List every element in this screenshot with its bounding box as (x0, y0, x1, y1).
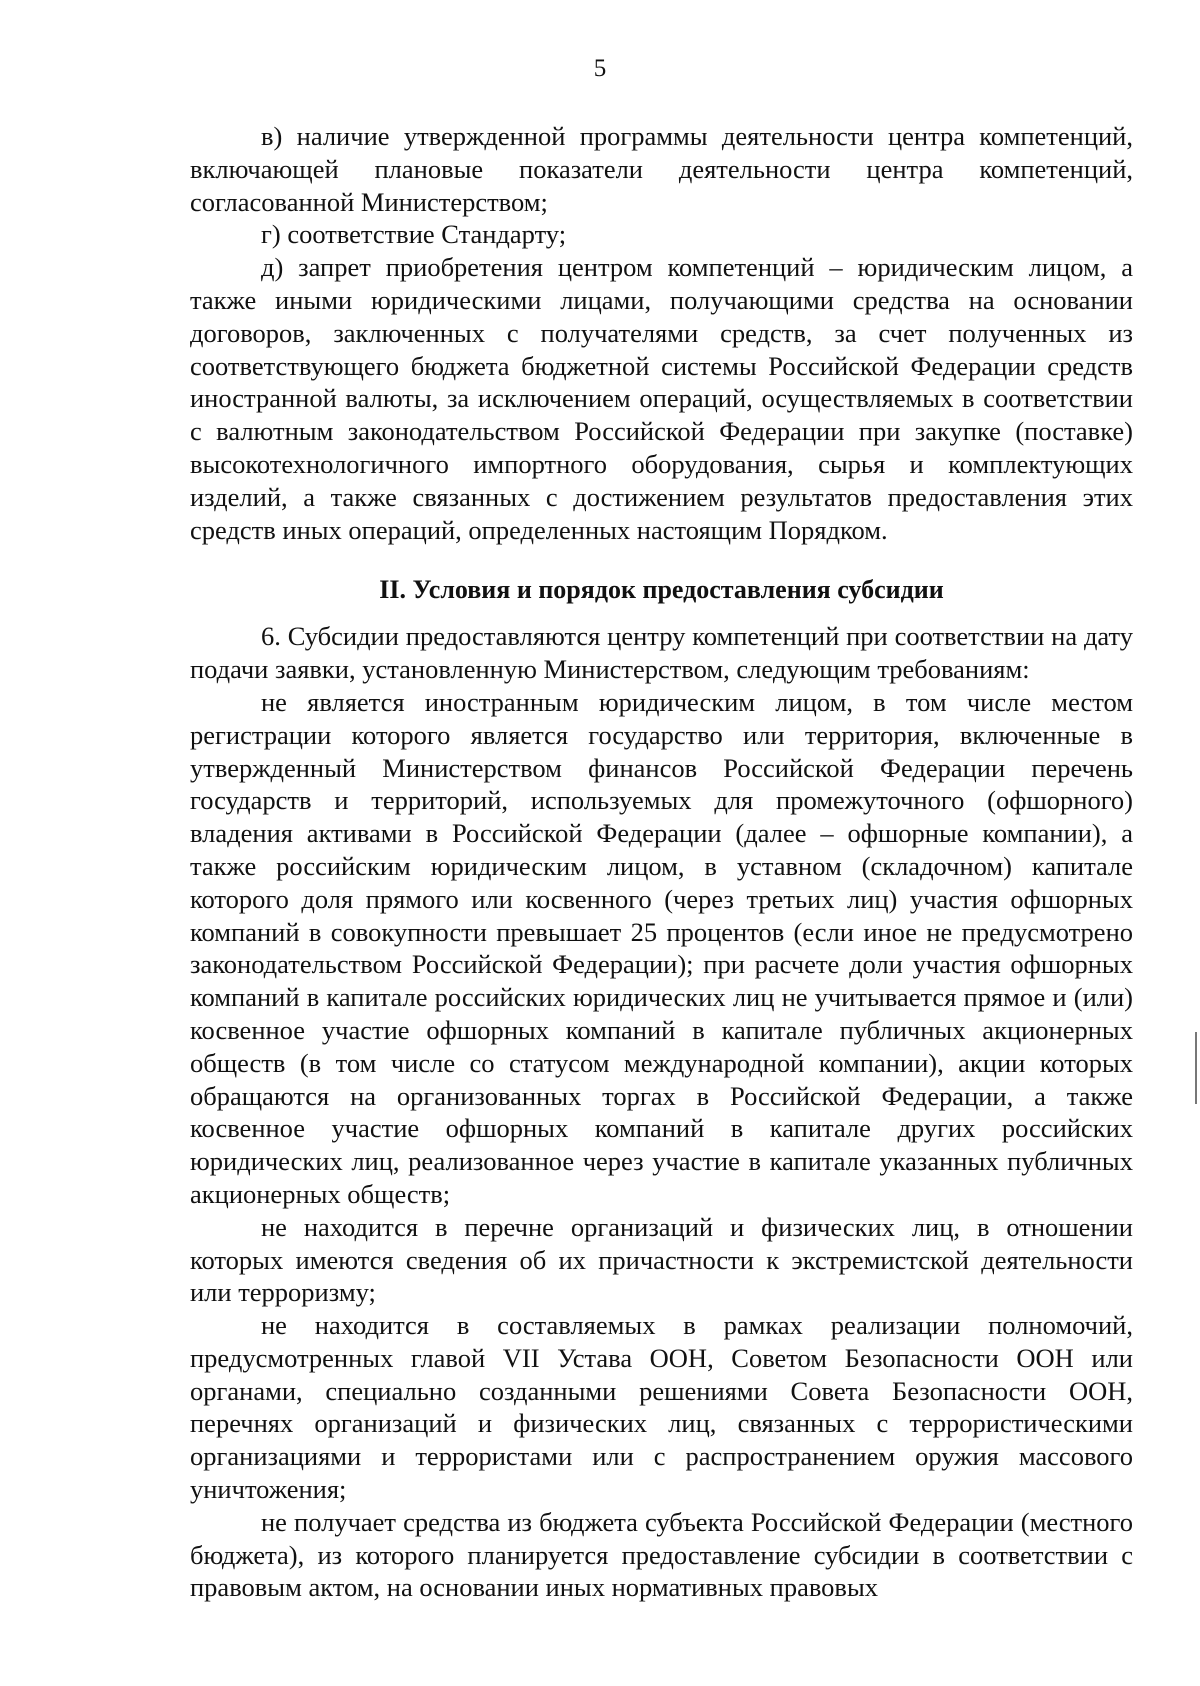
section-heading: II. Условия и порядок предоставления субсидии (379, 575, 944, 605)
paragraph-un-sanctions-requirement: не находится в составляемых в рамках реализации полномочий, предусмотренных главой VII Устава ООН, Советом Безопасности ООН или органами, специально созданными решениями Совета Безопасности ООН, перечнях организаций и физических лиц, связанных с террористическими организациями и террористами или с распространением оружия массового уничтожения; (190, 1310, 1133, 1505)
paragraph-clause-6: 6. Субсидии предоставляются центру компетенций при соответствии на дату подачи заявки, установленную Министерством, следующим требованиям: (190, 621, 1133, 685)
paragraph-budget-funds-requirement: не получает средства из бюджета субъекта Российской Федерации (местного бюджета), из которого планируется предоставление субсидии в соответствии с правовым актом, на основании иных нормативных правовых (190, 1506, 1133, 1603)
paragraph-item-g: г) соответствие Стандарту; (261, 219, 567, 250)
page-number: 5 (593, 55, 607, 82)
paragraph-offshore-requirement: не является иностранным юридическим лицом, в том числе местом регистрации которого является государство или территория, включенные в утвержденный Министерством финансов Российской Федерации перечень государств и территорий, используемых для промежуточного (офшорного) владения активами в Российской Федерации (далее – офшорные компании), а также российским юридическим лицом, в уставном (складочном) капитале которого доля прямого или косвенного (через третьих лиц) участия офшорных компаний в совокупности превышает 25 процентов (если иное не предусмотрено законодательством Российской Федерации); при расчете доли участия офшорных компаний в капитале российских юридических лиц не учитывается прямое и (или) косвенное участие офшорных компаний в капитале публичных акционерных обществ (в том числе со статусом международной компании), акции которых обращаются на организованных торгах в Российской Федерации, а также косвенное участие офшорных компаний в капитале других российских юридических лиц, реализованное через участие в капитале указанных публичных акционерных обществ; (190, 686, 1133, 1209)
paragraph-extremism-requirement: не находится в перечне организаций и физических лиц, в отношении которых имеются сведения об их причастности к экстремистской деятельности или терроризму; (190, 1211, 1133, 1308)
document-body (190, 120, 1133, 1604)
paragraph-item-v: в) наличие утвержденной программы деятельности центра компетенций, включающей плановые показатели деятельности центра компетенций, согласованной Министерством; (190, 121, 1133, 217)
scan-edge-mark (1195, 1032, 1197, 1104)
paragraph-item-d: д) запрет приобретения центром компетенций – юридическим лицом, а также иными юридическими лицами, получающими средства на основании договоров, заключенных с получателями средств, за счет полученных из соответствующего бюджета бюджетной системы Российской Федерации средств иностранной валюты, за исключением операций, осуществляемых в соответствии с валютным законодательством Российской Федерации при закупке (поставке) высокотехнологичного импортного оборудования, сырья и комплектующих изделий, а также связанных с достижением результатов предоставления этих средств иных операций, определенных настоящим Порядком. (190, 252, 1133, 545)
